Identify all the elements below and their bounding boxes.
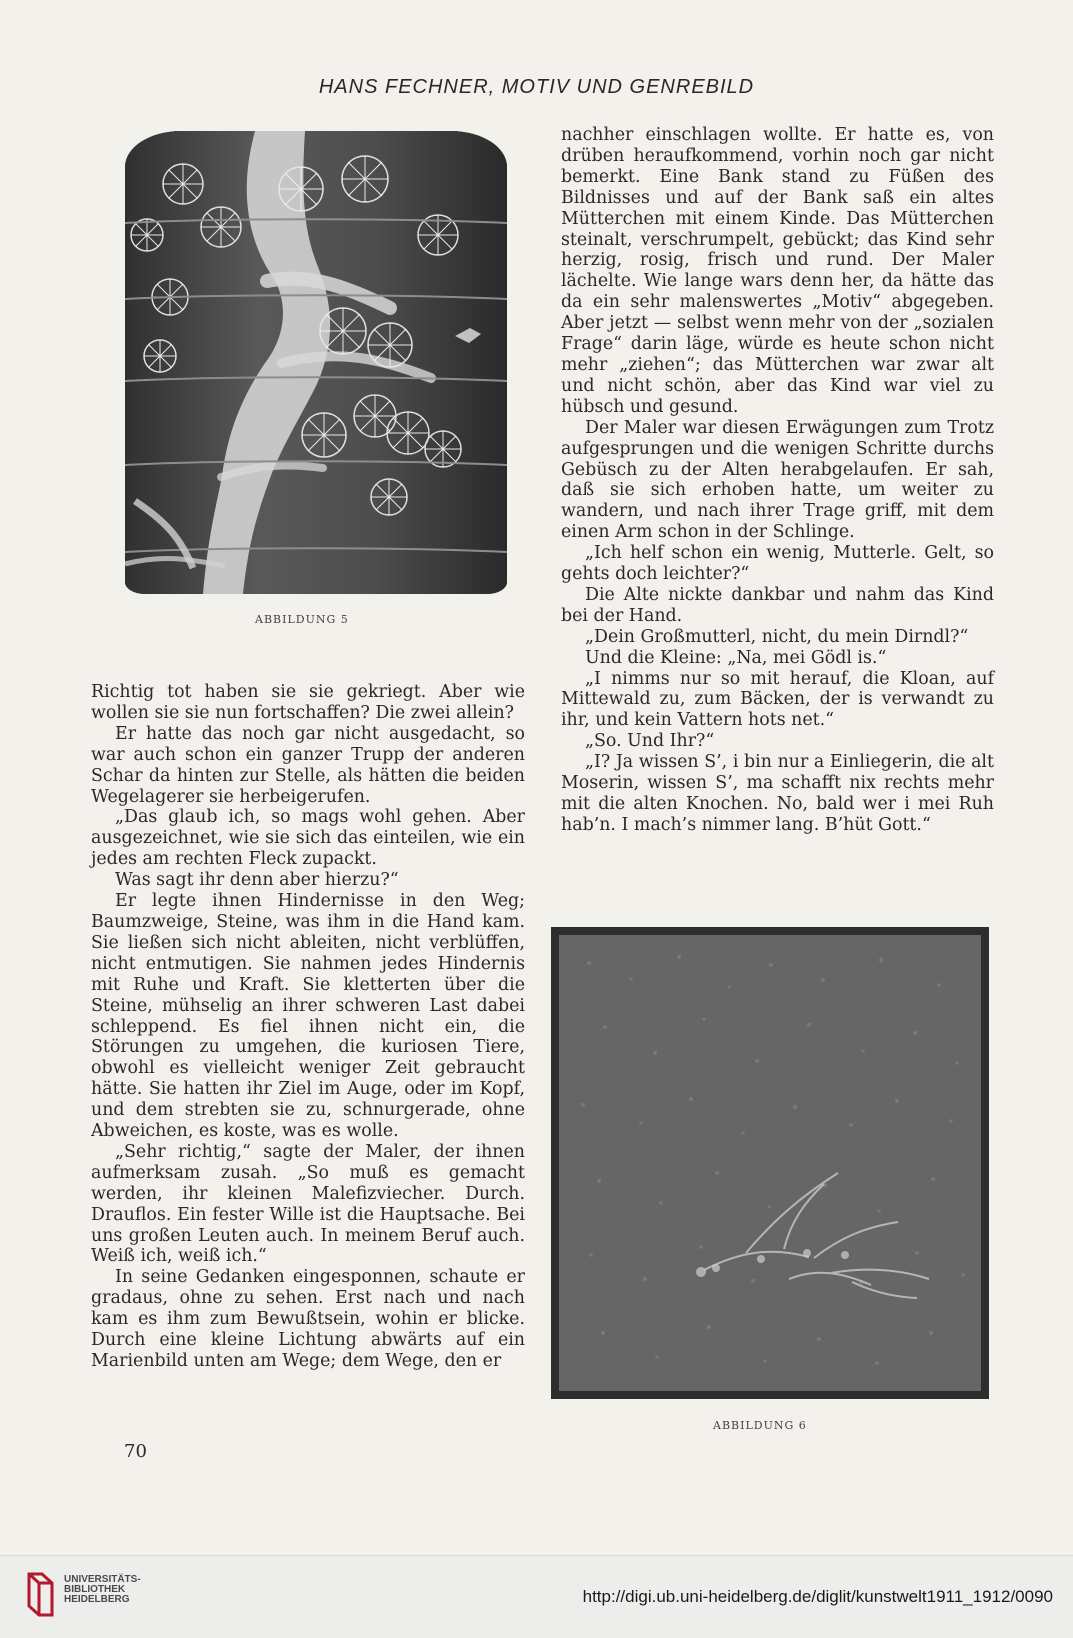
paragraph: Richtig tot haben sie sie gekriegt. Aber wie wollen sie sie nun fortschaffen? Die zwei allein? <box>91 682 525 723</box>
illustration-panel <box>551 927 989 1399</box>
figure-caption-5: ABBILDUNG 5 <box>255 613 349 626</box>
paragraph: In seine Gedanken eingesponnen, schaute er gradaus, ohne zu sehen. Erst nach und nach kam es ihm zum Bewußtsein, wohin er blicke. Durch eine kleine Lichtung abwärts auf ein Marienbild unten am Wege; dem Wege, den er <box>91 1267 525 1371</box>
source-url-link[interactable]: http://digi.ub.uni-heidelberg.de/diglit/kunstwelt1911_1912/0090 <box>582 1587 1053 1606</box>
paragraph: Und die Kleine: „Na, mei Gödl is.“ <box>585 647 887 668</box>
page-number: 70 <box>124 1441 147 1462</box>
inro-image <box>125 131 507 594</box>
paragraph: „Dein Großmutterl, nicht, du mein Dirndl?“ <box>585 626 969 647</box>
left-column <box>91 682 525 1372</box>
library-logo-icon <box>25 1570 56 1621</box>
paragraph: nachher einschlagen wollte. Er hatte es, von drüben heraufkommend, vorhin noch gar nicht bemerkt. Eine Bank stand zu Füßen des Bildnisses und auf der Bank saß ein altes Mütterchen mit einem Kinde. Das Mütterchen steinalt, verschrumpelt, gebückt; das Kind sehr herzig, rosig, frisch und rund. Der Maler lächelte. Wie lange wars denn her, da hätte das da ein sehr malenswertes „Motiv“ abgegeben. Aber jetzt — selbst wenn mehr von der „sozialen Frage“ darin läge, würde es heute schon nicht mehr „ziehen“; das Mütterchen war zwar alt und nicht schön, aber das Kind war viel zu hübsch und gesund. <box>561 125 994 417</box>
paragraph: Was sagt ihr denn aber hierzu?“ <box>115 870 399 891</box>
library-line: HEIDELBERG <box>64 1594 130 1605</box>
paragraph: Er hatte das noch gar nicht ausgedacht, so war auch schon ein ganzer Trupp der anderen Schar da hinten zur Stelle, als hätten die beiden Wegelagerer sie herbeigerufen. <box>91 723 525 807</box>
library-line: BIBLIOTHEK <box>64 1584 126 1595</box>
paragraph: „Ich helf schon ein wenig, Mutterle. Gelt, so gehts doch leichter?“ <box>561 543 994 585</box>
paragraph: „Sehr richtig,“ sagte der Maler, der ihnen aufmerksam zusah. „So muß es gemacht werden, ihr kleinen Malefizviecher. Durch. Drauflos. Ein fester Wille ist die Hauptsache. Bei uns großen Leuten auch. In meinem Beruf auch. Weiß ich, weiß ich.“ <box>91 1141 525 1267</box>
paragraph: „I? Ja wissen S’, i bin nur a Einliegerin, die alt Moserin, wissen S’, ma schafft nix rechts mehr mit die alten Knochen. No, bald wer i mei Ruh hab’n. I mach’s nimmer lang. B’hüt Gott.“ <box>561 752 994 835</box>
running-head: HANS FECHNER, MOTIV UND GENREBILD <box>318 76 755 98</box>
library-name <box>64 1575 141 1605</box>
paragraph: „I nimms nur so mit herauf, die Kloan, auf Mittewald zu, zum Bäcken, der is verwandt zu ihr, und kein Vattern hots net.“ <box>561 668 994 731</box>
figure-caption-6: ABBILDUNG 6 <box>713 1419 807 1432</box>
panel-image <box>559 935 981 1391</box>
paragraph: Er legte ihnen Hindernisse in den Weg; Baumzweige, Steine, was ihm in die Hand kam. Sie ließen sich nicht ableiten, nicht verblüffen, nicht entmutigen. Sie nahmen jedes Hindernis mit Ruhe und Kraft. Sie kletterten über die Steine, mühselig an ihrer schweren Last dabei schleppend. Es fiel ihnen nicht ein, die Störungen zu umgehen, die kuriosen Tiere, obwohl es vielleicht weniger Zeit gebraucht hätte. Sie hatten ihr Ziel im Auge, oder im Kopf, und dem strebten sie zu, schnurgerade, ohne Abweichen, es koste, was es wolle. <box>91 891 525 1142</box>
library-line: UNIVERSITÄTS- <box>64 1574 141 1585</box>
illustration-inro <box>125 131 507 594</box>
paragraph: „Das glaub ich, so mags wohl gehen. Aber ausgezeichnet, wie sie sich das einteilen, wie ein jedes am rechten Fleck zupackt. <box>91 807 525 870</box>
paragraph: Die Alte nickte dankbar und nahm das Kind bei der Hand. <box>561 584 994 626</box>
footer-bar <box>0 1555 1073 1638</box>
right-column <box>561 125 994 836</box>
paragraph: „So. Und Ihr?“ <box>585 731 715 752</box>
paragraph: Der Maler war diesen Erwägungen zum Trotz aufgesprungen und die wenigen Schritte durchs Gebüsch zu der Alten herabgelaufen. Er sah, daß sie sich erhoben hatte, um weiter zu wandern, und nach ihrer Trage griff, mit dem einen Arm schon in der Schlinge. <box>561 417 994 543</box>
